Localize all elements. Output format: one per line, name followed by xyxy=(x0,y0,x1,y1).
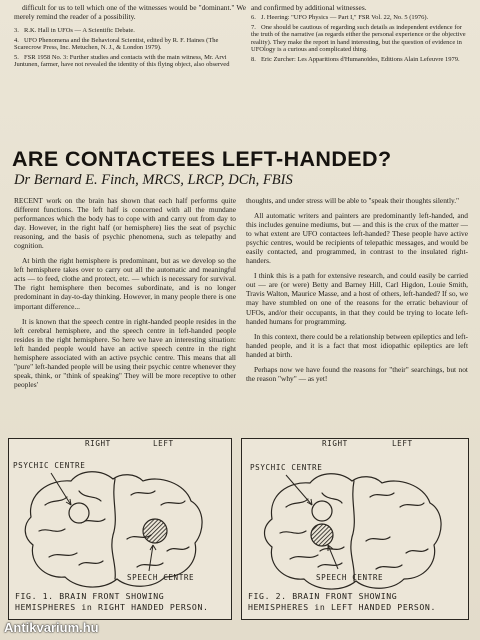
footnote-text: J. Heering: "UFO Physics — Part I," FSR Vol. 22, No. 5 (1976). xyxy=(261,14,429,22)
right-hemisphere-label: RIGHT xyxy=(322,439,348,448)
figure-1 xyxy=(8,438,232,620)
article-paragraph: In this context, there could be a relationship between epileptics and left-handed people, and it is a fact that most idiopathic epileptics are left handed at birth. xyxy=(246,331,468,359)
footnote-text: R.K. Hall in UFOs — A Scientific Debate. xyxy=(24,27,135,35)
article-left-column xyxy=(14,196,236,432)
left-hemisphere-label: LEFT xyxy=(392,439,413,448)
article-paragraph: It is known that the speech centre in right-handed people resides in the left cerebral hemisphere, and the speech centre in left-handed people resides in the right hemisphere. So here we have an interesting situation: left handed people would have an active speech centre in the right hemisphere associated with an active psychic centre. This means that all "pure" left-handed people will be using their psychic centre whenever they speak, think, or "think of speaking" They will be more receptive to other peoples' xyxy=(14,316,236,389)
article-paragraph: RECENT work on the brain has shown that each half performs quite different functions. The left half is concerned with all the mundane performances which the body has to cope with and carry out from day to day. However, in the right half (or hemisphere) lies the seat of psychic reasoning, and the basis of psychic phenomena, such as telepathy and cognition. xyxy=(14,196,236,251)
article-headline: ARE CONTACTEES LEFT-HANDED? xyxy=(12,147,392,171)
footnote-text: One should be cautious of regarding such details as independent evidence for the truth of the narrative (as regards either the personal experience or the objective reality). They make the report in hand interesting, but the question of evidence in UFOlogy is a curious and complicated thing. xyxy=(251,23,466,54)
continued-paragraph: and confirmed by additional witnesses. xyxy=(251,3,367,12)
footnote-number: 3. xyxy=(14,27,19,35)
footnote-number: 5. xyxy=(14,53,19,61)
footnote xyxy=(251,24,469,54)
right-hemisphere-label: RIGHT xyxy=(85,439,111,448)
footnote xyxy=(14,27,246,35)
footnote-text: Eric Zurcher: Les Apparitions d'Humanoïdes, Editions Alain Lefeuvre 1979. xyxy=(261,55,460,63)
left-hemisphere-label: LEFT xyxy=(153,439,174,448)
psychic-centre-label: PSYCHIC CENTRE xyxy=(250,463,323,472)
article-paragraph: All automatic writers and painters are predominantly left-handed, and this includes genuine mediums, but — and this is the crux of the matter — to what extent are UFO contactees left-handed? These people have active psychic centres, would be recipients of telepathic messages, and would be easily contacted, and programmed, in contrast to the insulated right-handers. xyxy=(246,211,468,266)
continued-paragraph: difficult for us to tell which one of the witnesses would be "dominant." We merely remind the reader of a possibility. xyxy=(14,3,246,22)
figure-caption-line: FIG. 1. BRAIN FRONT SHOWING xyxy=(15,591,165,601)
article-right-column xyxy=(246,196,468,432)
footnote-number: 7. xyxy=(251,23,256,31)
footnote xyxy=(251,14,469,22)
speech-centre-label: SPEECH CENTRE xyxy=(127,573,195,582)
footnote xyxy=(14,54,246,69)
article-byline: Dr Bernard E. Finch, MRCS, LRCP, DCh, FBIS xyxy=(14,172,293,188)
footnote-text: UFO Phenomena and the Behavioral Scientist, edited by R. F. Haines (The Scarecrow Press, Inc. Metuchen, N. J., & London 1979). xyxy=(14,36,219,52)
article-paragraph: At birth the right hemisphere is predominant, but as we develop so the left hemisphere takes over to carry out all the automatic and meaningful acts — to feed, clothe and protect, etc. — which is necessary for survival. The right hemisphere then becomes subordinate, and is no longer predominant in day-to-day thinking. However, in many people there is one important difference... xyxy=(14,256,236,311)
figure-2 xyxy=(241,438,469,620)
watermark: Antikvarium.hu xyxy=(4,620,99,635)
footnote-text: FSR 1958 No. 3: Further studies and contacts with the main witness, Mr. Arvi Juntunen, farmer, have not revealed the identity of this flying object, also observed xyxy=(14,53,230,69)
speech-centre-label: SPEECH CENTRE xyxy=(316,573,384,582)
footnote-number: 8. xyxy=(251,55,256,63)
footnote-number: 6. xyxy=(251,14,256,22)
article-paragraph: thoughts, and under stress will be able to "speak their thoughts silently." xyxy=(246,196,460,205)
top-left-column xyxy=(14,3,246,71)
footnotes-left xyxy=(14,27,246,69)
figure-caption-line: HEMISPHERES in LEFT HANDED PERSON. xyxy=(248,602,436,612)
figure-caption-line: HEMISPHERES in RIGHT HANDED PERSON. xyxy=(15,602,209,612)
article-paragraph: Perhaps now we have found the reasons for "their" searchings, but not the reason "why" — as yet! xyxy=(246,364,468,383)
footnote xyxy=(14,37,246,52)
psychic-centre-label: PSYCHIC CENTRE xyxy=(13,461,86,470)
footnote-number: 4. xyxy=(14,36,19,44)
footnotes-right xyxy=(251,14,469,63)
top-right-column xyxy=(251,3,469,65)
footnote xyxy=(251,56,469,64)
figure-caption-line: FIG. 2. BRAIN FRONT SHOWING xyxy=(248,591,398,601)
article-paragraph: I think this is a path for extensive research, and could easily be carried out — are (or were) Betty and Barney Hill, Carl Higdon, Louie Smith, Travis Walton, Maurice Masse, and a host of others, left-handed? If so, we may have stumbled on one of the reasons for the erratic behaviour of UFOs, and/or their occupants, in that they could be trying to locate left-handed humans for programming. xyxy=(246,271,468,326)
